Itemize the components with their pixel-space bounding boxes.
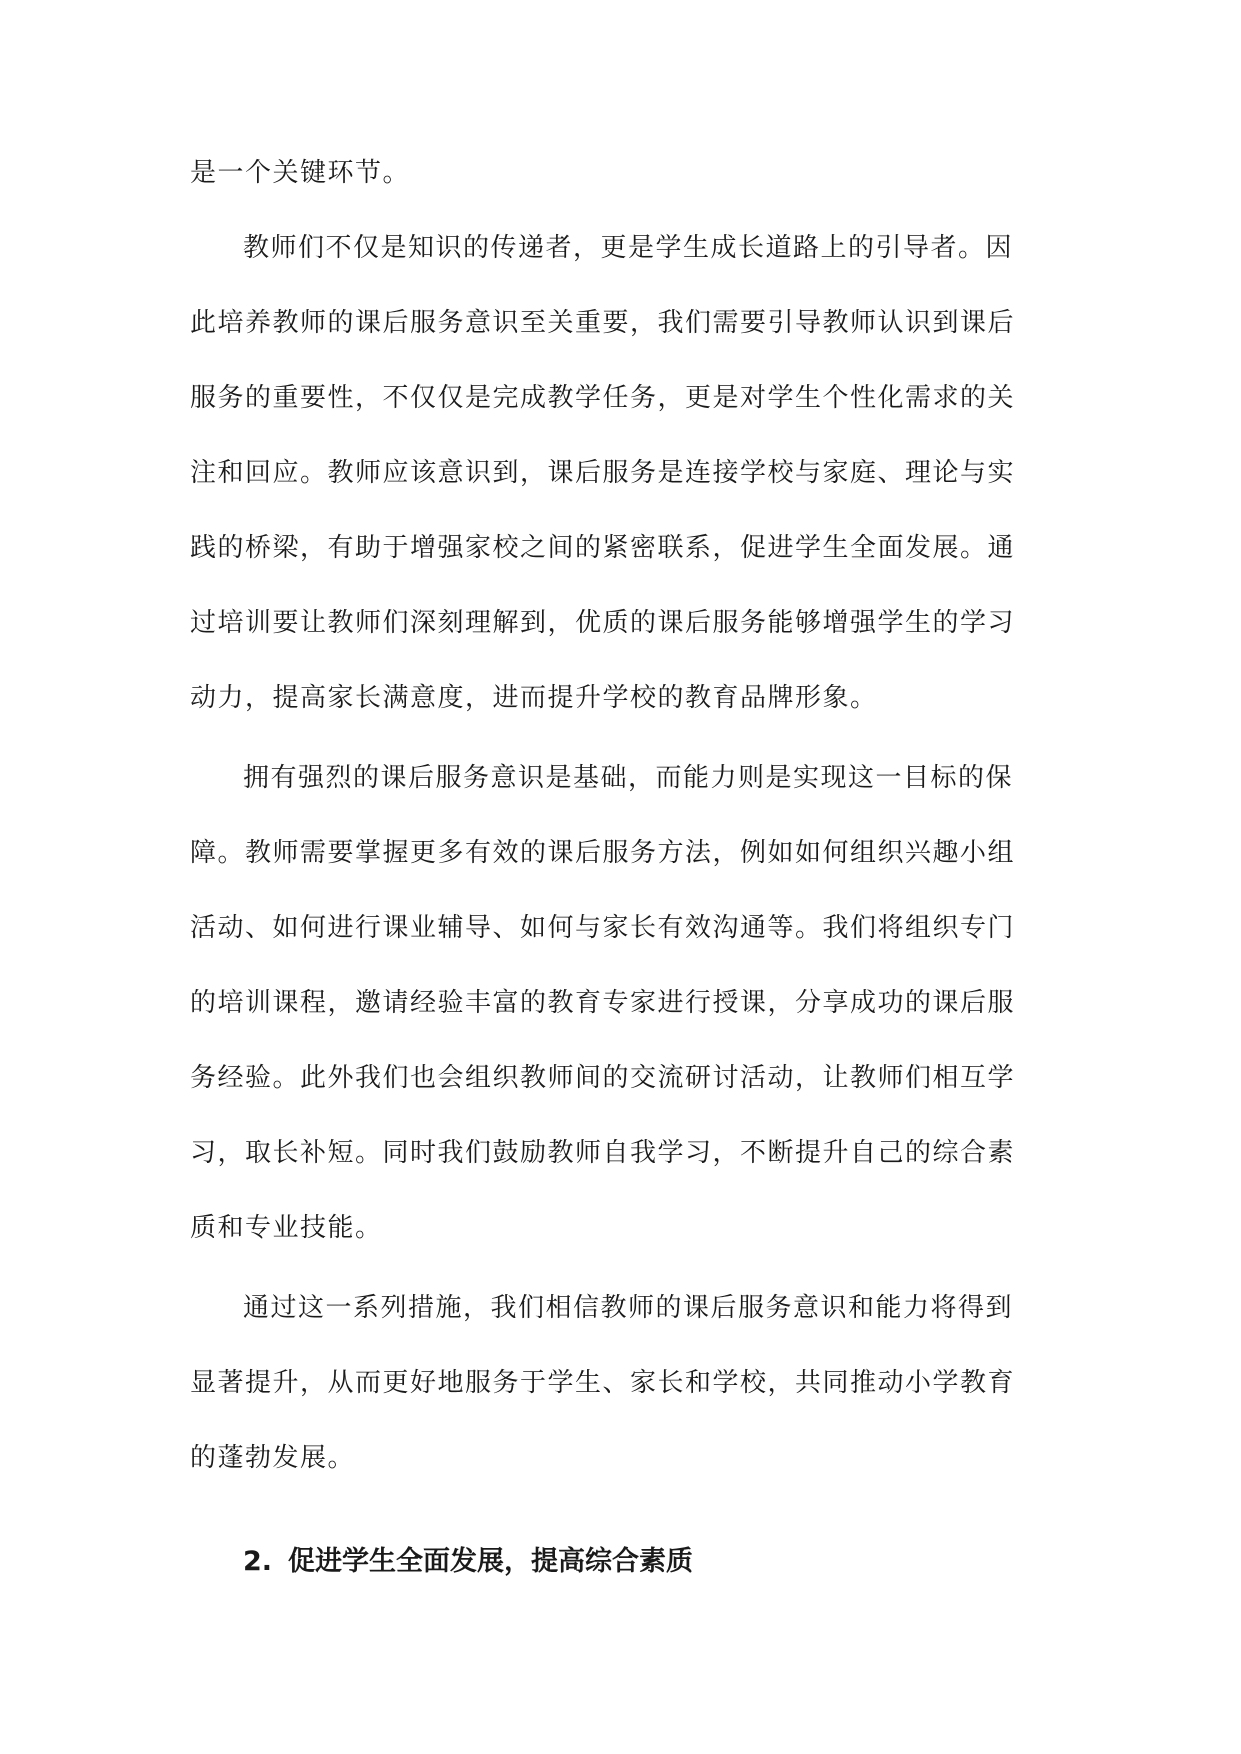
paragraph-line: 是一个关键环节。 [190, 158, 411, 188]
paragraph-line: 务经验。此外我们也会组织教师间的交流研讨活动，让教师们相互学 [190, 1063, 1016, 1093]
paragraph-line: 此培养教师的课后服务意识至关重要，我们需要引导教师认识到课后 [190, 308, 1016, 338]
paragraph-line: 活动、如何进行课业辅导、如何与家长有效沟通等。我们将组织专门 [190, 913, 1016, 943]
paragraph-line: 服务的重要性，不仅仅是完成教学任务，更是对学生个性化需求的关 [190, 383, 1016, 413]
paragraph-line: 障。教师需要掌握更多有效的课后服务方法，例如如何组织兴趣小组 [190, 838, 1016, 868]
section-number: 2. [243, 1546, 273, 1577]
paragraph-line: 过培训要让教师们深刻理解到，优质的课后服务能够增强学生的学习 [190, 608, 1016, 638]
paragraph-line: 通过这一系列措施，我们相信教师的课后服务意识和能力将得到 [243, 1293, 1014, 1323]
section-heading [243, 1542, 693, 1582]
paragraph-line: 显著提升，从而更好地服务于学生、家长和学校，共同推动小学教育 [190, 1368, 1016, 1398]
paragraph-line: 动力，提高家长满意度，进而提升学校的教育品牌形象。 [190, 683, 878, 713]
paragraph-line: 习，取长补短。同时我们鼓励教师自我学习，不断提升自己的综合素 [190, 1138, 1016, 1168]
paragraph-line: 拥有强烈的课后服务意识是基础，而能力则是实现这一目标的保 [243, 763, 1014, 793]
paragraph-line: 的培训课程，邀请经验丰富的教育专家进行授课，分享成功的课后服 [190, 988, 1016, 1018]
section-title: 促进学生全面发展，提高综合素质 [288, 1546, 694, 1577]
paragraph-line: 践的桥梁，有助于增强家校之间的紧密联系，促进学生全面发展。通 [190, 533, 1016, 563]
paragraph-line: 注和回应。教师应该意识到，课后服务是连接学校与家庭、理论与实 [190, 458, 1016, 488]
paragraph-line: 的蓬勃发展。 [190, 1443, 356, 1473]
paragraph-line: 质和专业技能。 [190, 1213, 383, 1243]
paragraph-line: 教师们不仅是知识的传递者，更是学生成长道路上的引导者。因 [243, 233, 1014, 263]
